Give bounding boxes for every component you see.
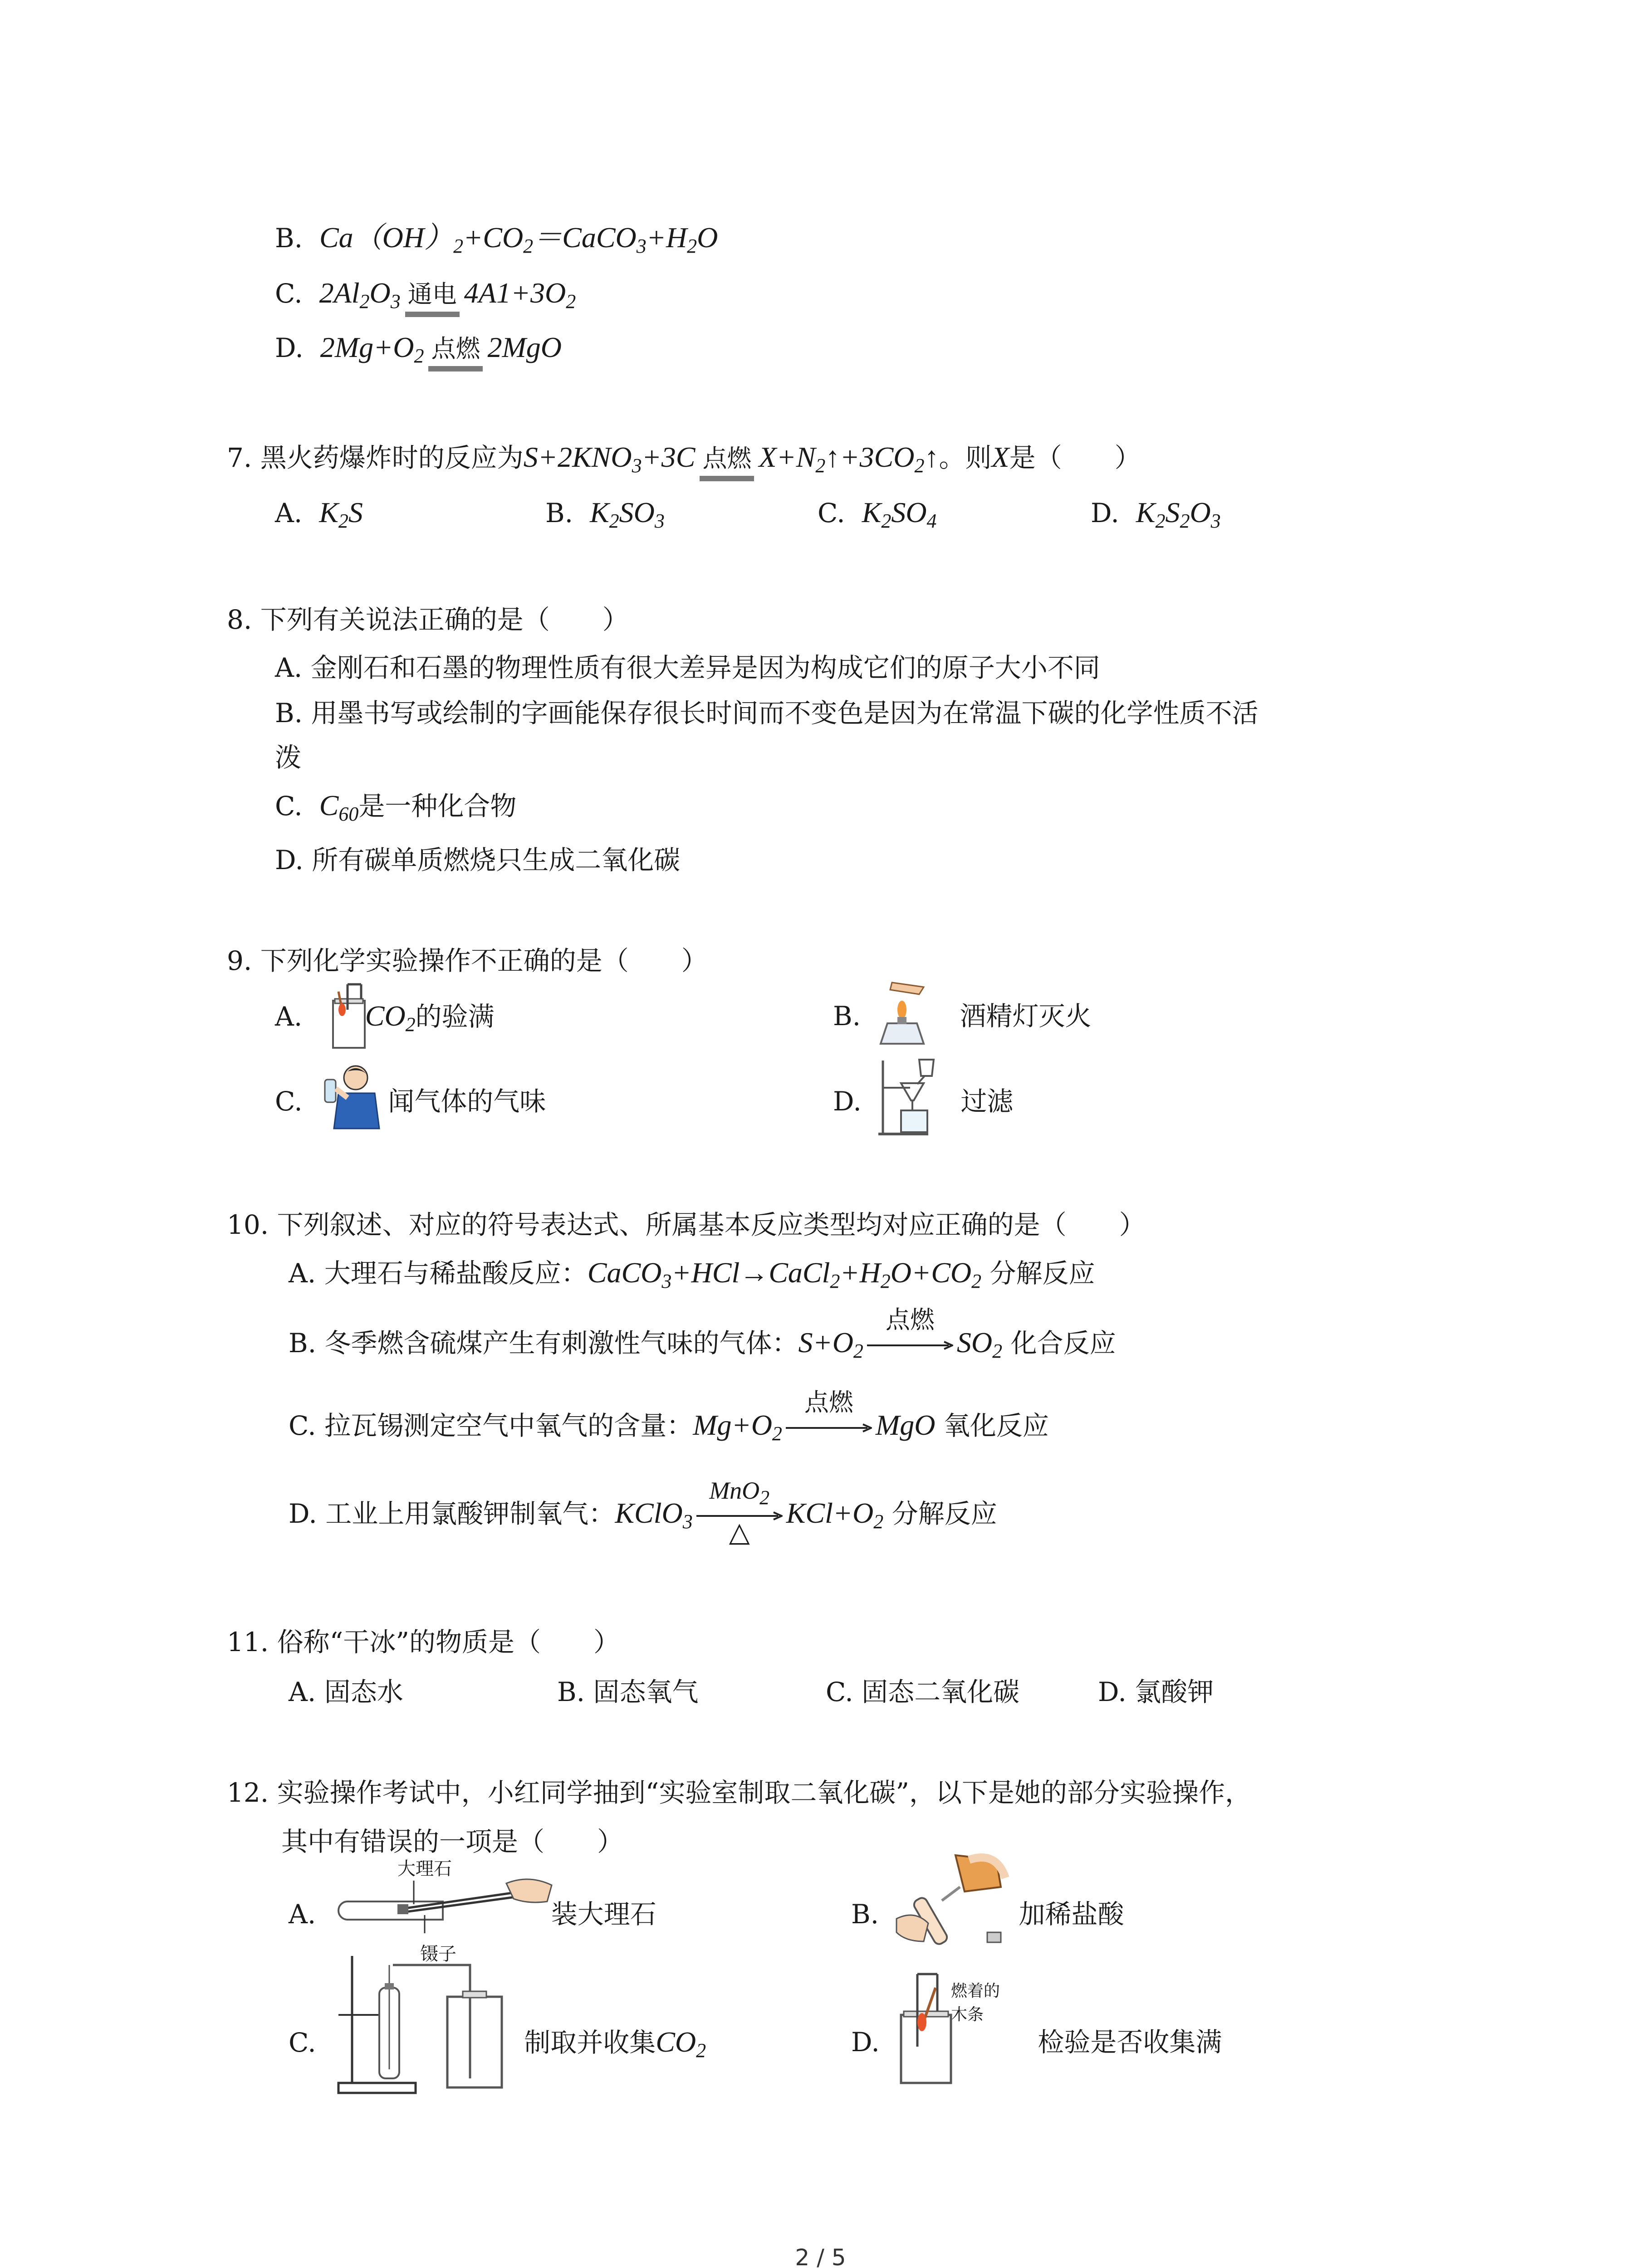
filtration-apparatus-icon — [874, 1056, 942, 1138]
q8-option-c: C. $C_{60}$是一种化合物 — [275, 789, 517, 825]
q10-option-b: B. 冬季燃含硫煤产生有刺激性气味的气体：$S+O_2$ 点燃 $SO_2$ 化合反应 — [289, 1325, 1116, 1364]
q11-option-a: A. 固态水 — [289, 1677, 403, 1707]
q12-option-d: D. 燃着的 木条 检验是否收集满 — [851, 2024, 1222, 2060]
q7-option-d: D. $K_2S_2O_3$ — [1091, 496, 1221, 532]
q10-option-c: C. 拉瓦锡测定空气中氧气的含量：$Mg+O_2$ 点燃 MgO 氧化反应 — [289, 1407, 1049, 1446]
q10-stem: 10. 下列叙述、对应的符号表达式、所属基本反应类型均对应正确的是（ ） — [227, 1209, 1146, 1240]
q9-option-d: D. 过滤 — [833, 1083, 1013, 1119]
condition-electrolysis: 通电 — [405, 276, 460, 313]
q6-option-b: B. $Ca(OH)_2+CO_2=CaCO_3+H_2O$ — [275, 221, 718, 257]
q7-stem: 7. 黑火药爆炸时的反应为$S+2KNO_3+3C$ 点燃 $X+N_2↑+3CO_2↑$。则X是（ ） — [227, 441, 1141, 477]
fig-label-marble: 大理石 — [397, 1858, 452, 1879]
condition-ignite: 点燃 — [428, 331, 483, 367]
q11-stem: 11. 俗称“干冰”的物质是（ ） — [227, 1627, 620, 1657]
q6-option-c: C. $2Al_2O_3$ 通电 $4A1+3O_2$ — [275, 277, 576, 313]
q8-option-b: B. 用墨书写或绘制的字画能保存很长时间而不变色是因为在常温下碳的化学性质不活 — [275, 698, 1259, 728]
alcohol-lamp-icon — [874, 978, 937, 1046]
q9-stem: 9. 下列化学实验操作不正确的是（ ） — [227, 945, 708, 976]
q12-option-b: B. 加稀盐酸 — [851, 1896, 1124, 1932]
q9-option-c: C. 闻气体的气味 — [275, 1083, 546, 1119]
q8-option-d: D. 所有碳单质燃烧只生成二氧化碳 — [275, 845, 681, 875]
q8-option-a: A. 金刚石和石墨的物理性质有很大差异是因为构成它们的原子大小不同 — [275, 652, 1100, 683]
gas-generation-collection-icon — [334, 1947, 524, 2097]
smell-gas-student-icon — [320, 1061, 388, 1129]
q12-stem-cont: 其中有错误的一项是（ ） — [281, 1826, 624, 1857]
q11-option-d: D. 氯酸钾 — [1098, 1677, 1214, 1707]
q7-option-c: C. $K_2SO_4$ — [818, 496, 937, 532]
ignite-arrow: 点燃 — [867, 1327, 953, 1364]
q11-option-b: B. 固态氧气 — [557, 1677, 699, 1707]
q8-option-b-cont: 泼 — [275, 742, 302, 773]
q10-option-d: D. 工业上用氯酸钾制氧气：KClO$_3$ MnO$_2$ △ $KCl+O_2$ 分解反应 — [289, 1476, 997, 1548]
q8-stem: 8. 下列有关说法正确的是（ ） — [227, 604, 629, 635]
ignite-arrow: 点燃 — [786, 1410, 872, 1446]
q9-option-b: B. 酒精灯灭火 — [833, 998, 1092, 1034]
q7-option-a: A. $K_2S$ — [275, 496, 363, 532]
q12-option-c: C. 制取并收集$CO_2$ — [289, 2024, 706, 2061]
pour-acid-icon — [892, 1851, 1019, 1950]
q6-option-d: D. $2Mg+O_2$ 点燃 2MgO — [275, 331, 562, 367]
q10-option-a: A. 大理石与稀盐酸反应：$CaCO_3+HCl\to CaCl_2+H_2O+CO_2$ 分解反应 — [289, 1256, 1095, 1292]
fig-label-tweezers: 镊子 — [420, 1944, 456, 1965]
catalyst-heat-arrow: MnO$_2$ △ — [696, 1498, 783, 1534]
fig-label-burning: 燃着的 — [951, 1982, 1000, 2000]
q12-option-a: A. 大理石 镊子 装大理石 — [289, 1896, 656, 1932]
fig-label-splint: 木条 — [951, 2005, 984, 2024]
q7-option-b: B. $K_2SO_3$ — [545, 496, 665, 532]
q11-option-c: C. 固态二氧化碳 — [826, 1677, 1020, 1707]
q9-option-a: A. $CO_2$的验满 — [275, 998, 495, 1035]
page-number: 2 / 5 — [795, 2244, 846, 2268]
q12-stem: 12. 实验操作考试中，小红同学抽到“实验室制取二氧化碳”，以下是她的部分实验操作， — [227, 1777, 1251, 1808]
gas-bottle-test-icon — [325, 982, 375, 1051]
